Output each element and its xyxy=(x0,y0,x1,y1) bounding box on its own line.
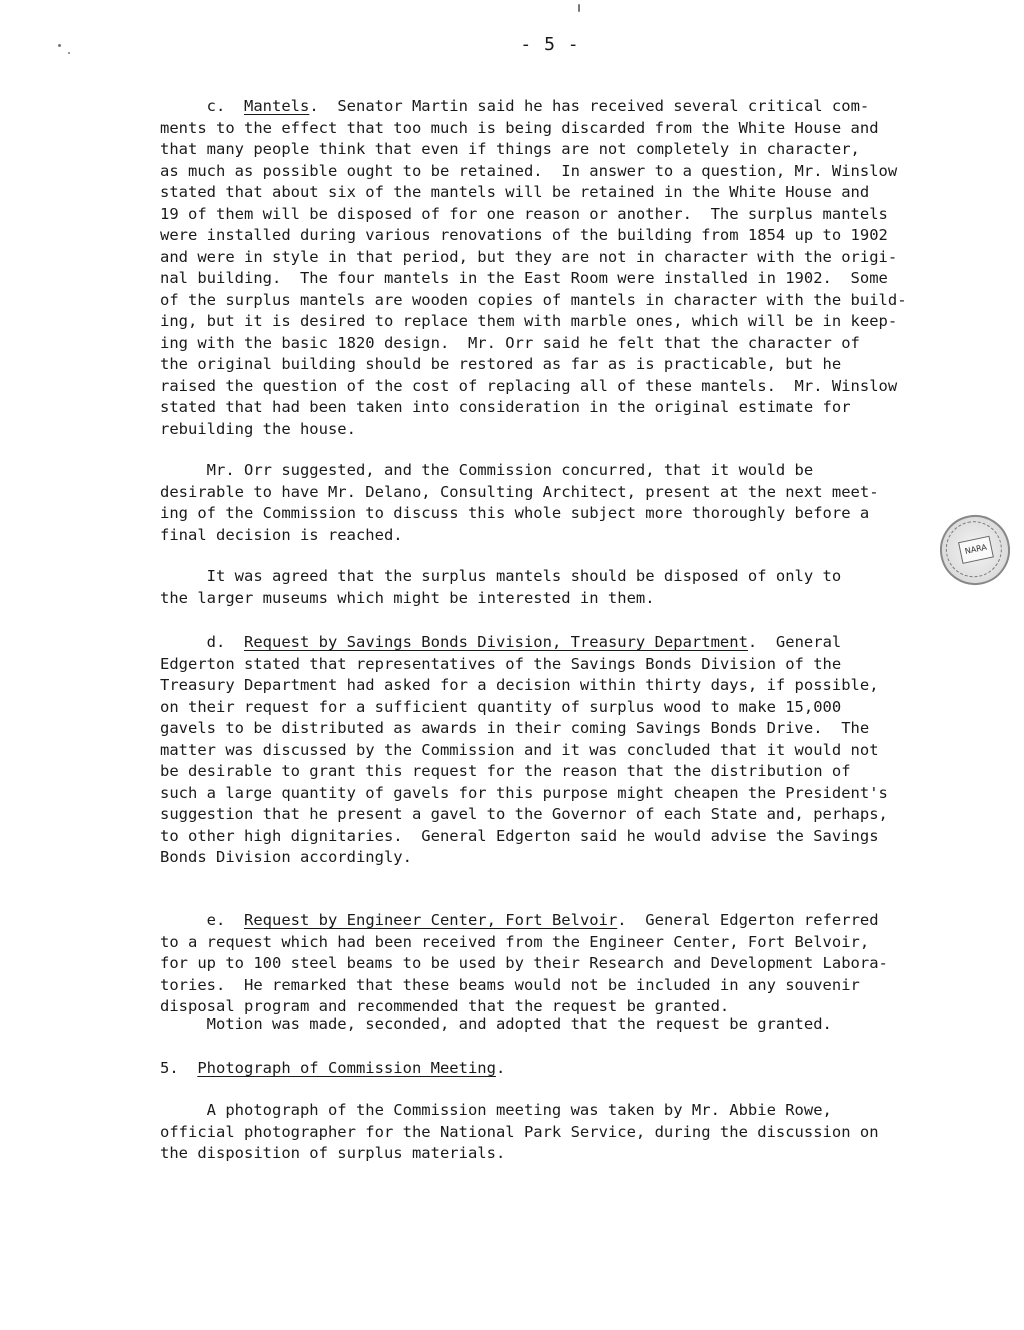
text-line: were installed during various renovations of the building from 1854 up to 1902 xyxy=(160,226,888,244)
heading-mantels: Mantels xyxy=(244,97,310,115)
text-line: . General Edgerton referred xyxy=(617,911,879,929)
text-line: matter was discussed by the Commission and it was concluded that it would not xyxy=(160,740,879,759)
text-line: as much as possible ought to be retained. In answer to a question, Mr. Winslow xyxy=(160,161,898,180)
text-line: be desirable to grant this request for the reason that the distribution of xyxy=(160,762,851,780)
text-line: raised the question of the cost of replacing all of these mantels. Mr. Winslow xyxy=(160,376,898,395)
text-line: that many people think that even if things are not completely in character, xyxy=(160,140,860,158)
paragraph-engineer-center xyxy=(160,910,1002,1018)
text-line: ing, but it is desired to replace them with marble ones, which will be in keep- xyxy=(160,312,898,330)
text-line: suggestion that he present a gavel to the Governor of each State and, perhaps, xyxy=(160,805,888,823)
text-line: 19 of them will be disposed of for one reason or another. The surplus mantels xyxy=(160,204,888,223)
paragraph-orr-suggestion xyxy=(160,460,1002,546)
text-line: and were in style in that period, but they are not in character with the origi- xyxy=(160,247,898,266)
text-line: Bonds Division accordingly. xyxy=(160,848,412,866)
scan-speck xyxy=(68,52,70,54)
heading-photograph: Photograph of Commission Meeting xyxy=(197,1059,496,1077)
text-line: to other high dignitaries. General Edgerton said he would advise the Savings xyxy=(160,826,879,845)
text-line: tories. He remarked that these beams would not be included in any souvenir xyxy=(160,975,860,994)
paragraph-savings-bonds xyxy=(160,632,1002,869)
item-letter: c. xyxy=(160,97,244,115)
text-line: Mr. Orr suggested, and the Commission concurred, that it would be xyxy=(160,461,814,479)
heading-engineer-center: Request by Engineer Center, Fort Belvoir xyxy=(244,911,618,929)
text-line: final decision is reached. xyxy=(160,525,403,544)
text-line: ing of the Commission to discuss this whole subject more thoroughly before a xyxy=(160,504,870,522)
text-line: ing with the basic 1820 design. Mr. Orr said he felt that the character of xyxy=(160,333,860,352)
text-line: of the surplus mantels are wooden copies of mantels in character with the build- xyxy=(160,290,907,309)
text-line: the original building should be restored as far as is practicable, but he xyxy=(160,355,842,373)
text-line: ments to the effect that too much is being discarded from the White House and xyxy=(160,118,879,137)
text-line: the disposition of surplus materials. xyxy=(160,1144,506,1162)
item-letter: e. xyxy=(160,911,244,929)
text-line: gavels to be distributed as awards in their coming Savings Bonds Drive. The xyxy=(160,719,870,737)
text-line: Motion was made, seconded, and adopted that the request be granted. xyxy=(160,1015,832,1033)
text-line: A photograph of the Commission meeting was taken by Mr. Abbie Rowe, xyxy=(160,1101,832,1119)
text-line: on their request for a sufficient quantity of surplus wood to make 15,000 xyxy=(160,697,842,716)
scan-speck xyxy=(578,4,580,12)
text-line: . Senator Martin said he has received several critical com- xyxy=(309,97,870,115)
paragraph-agreed xyxy=(160,566,1002,609)
page-number: - 5 - xyxy=(520,34,580,55)
text-line: for up to 100 steel beams to be used by their Research and Development Labora- xyxy=(160,954,888,972)
text-line: Treasury Department had asked for a decision within thirty days, if possible, xyxy=(160,676,879,694)
paragraph-motion xyxy=(160,1014,1002,1036)
paragraph-mantels xyxy=(160,96,1002,440)
scan-speck xyxy=(58,44,61,47)
text-line: rebuilding the house. xyxy=(160,419,356,438)
text-line: It was agreed that the surplus mantels should be disposed of only to xyxy=(160,567,842,585)
text-line: . xyxy=(495,1059,506,1077)
text-line: Edgerton stated that representatives of the Savings Bonds Division of the xyxy=(160,654,842,673)
text-line: the larger museums which might be interested in them. xyxy=(160,588,655,607)
text-line: stated that about six of the mantels will be retained in the White House and xyxy=(160,183,870,201)
stamp-label: NARA xyxy=(958,536,994,564)
text-line: . General xyxy=(747,633,842,651)
heading-savings-bonds: Request by Savings Bonds Division, Treasury Department xyxy=(244,633,748,651)
item-letter: d. xyxy=(160,633,244,651)
text-line: disposal program and recommended that the request be granted. xyxy=(160,997,730,1015)
text-line: such a large quantity of gavels for this purpose might cheapen the President's xyxy=(160,783,888,802)
section-number: 5. xyxy=(160,1059,198,1077)
text-line: stated that had been taken into consideration in the original estimate for xyxy=(160,398,851,416)
text-line: desirable to have Mr. Delano, Consulting Architect, present at the next meet- xyxy=(160,482,879,501)
section-5-heading xyxy=(160,1058,1002,1080)
text-line: nal building. The four mantels in the East Room were installed in 1902. Some xyxy=(160,269,888,287)
paragraph-photograph xyxy=(160,1100,1002,1165)
text-line: official photographer for the National Park Service, during the discussion on xyxy=(160,1122,879,1141)
text-line: to a request which had been received from the Engineer Center, Fort Belvoir, xyxy=(160,932,870,951)
